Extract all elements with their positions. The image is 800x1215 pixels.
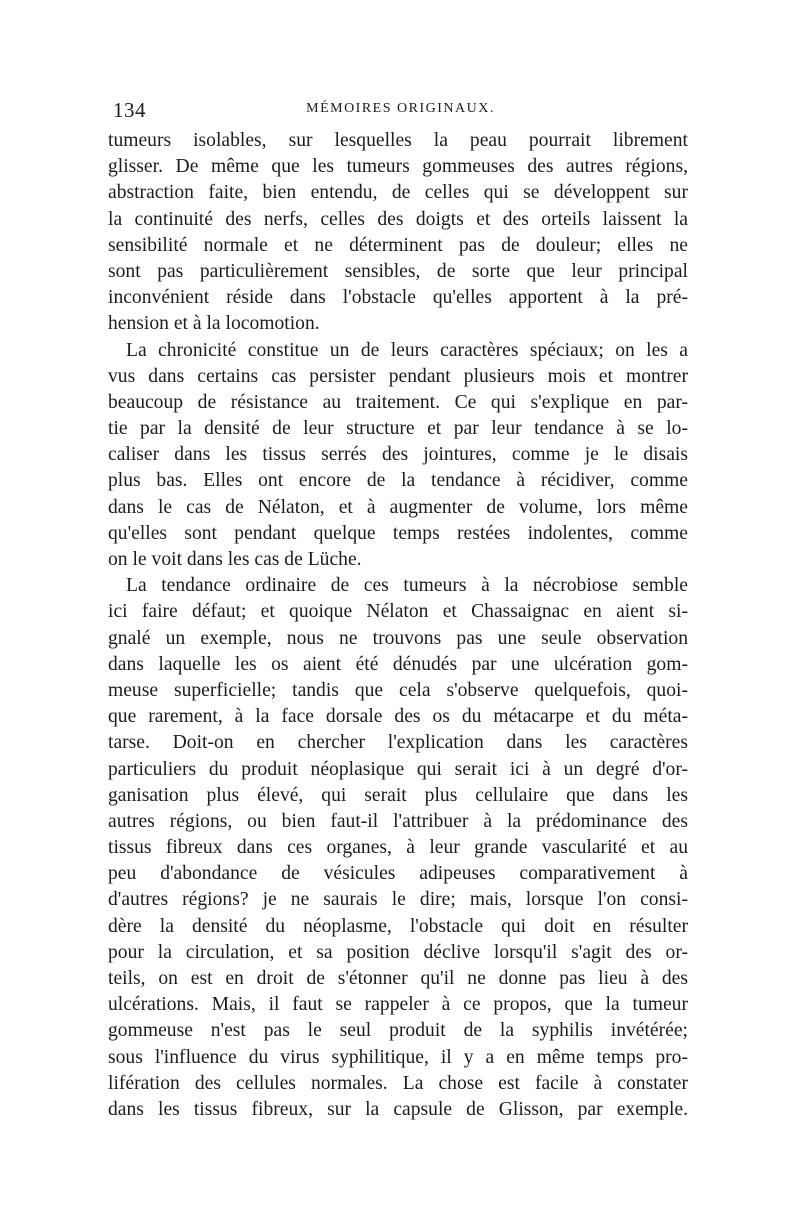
text-line: d'autres régions? je ne saurais le dire; mais, lorsque l'on consi- xyxy=(108,889,688,911)
text-line: beaucoup de résistance au traitement. Ce qui s'explique en par- xyxy=(108,391,688,413)
text-line: la continuité des nerfs, celles des doigts et des orteils laissent la xyxy=(108,208,688,230)
page-number: 134 xyxy=(113,98,146,122)
text-line: tarse. Doit-on en chercher l'explication dans les caractères xyxy=(108,732,688,754)
text-line: lifération des cellules normales. La chose est facile à constater xyxy=(108,1072,688,1094)
text-line: ganisation plus élevé, qui serait plus cellulaire que dans les xyxy=(108,784,688,806)
text-line: qu'elles sont pendant quelque temps restées indolentes, comme xyxy=(108,522,688,544)
page-header xyxy=(113,98,688,122)
text-line: plus bas. Elles ont encore de la tendance à récidiver, comme xyxy=(108,470,688,492)
text-line: hension et à la locomotion. xyxy=(108,313,320,335)
text-line: gnalé un exemple, nous ne trouvons pas une seule observation xyxy=(108,627,688,649)
text-line: tumeurs isolables, sur lesquelles la peau pourrait librement xyxy=(108,130,688,151)
text-line: peu d'abondance de vésicules adipeuses comparativement à xyxy=(108,863,688,885)
text-line: ulcérations. Mais, il faut se rappeler à ce propos, que la tumeur xyxy=(108,994,688,1016)
text-line: caliser dans les tissus serrés des jointures, comme je le disais xyxy=(108,444,688,466)
running-title: MÉMOIRES ORIGINAUX. xyxy=(306,101,495,116)
text-line: vus dans certains cas persister pendant plusieurs mois et montrer xyxy=(108,365,688,387)
text-line: autres régions, ou bien faut-il l'attribuer à la prédominance des xyxy=(108,810,688,832)
paragraph-start: La chronicité constitue un de leurs caractères spéciaux; on les a xyxy=(126,339,688,361)
text-line: dans laquelle les os aient été dénudés par une ulcération gom- xyxy=(108,653,688,675)
text-line: inconvénient réside dans l'obstacle qu'elles apportent à la pré- xyxy=(108,287,688,309)
text-line: dère la densité du néoplasme, l'obstacle qui doit en résulter xyxy=(108,915,688,937)
text-line: on le voit dans les cas de Lüche. xyxy=(108,549,362,570)
text-line: dans les tissus fibreux, sur la capsule de Glisson, par exemple. xyxy=(108,1098,688,1120)
text-line: teils, on est en droit de s'étonner qu'il ne donne pas lieu à des xyxy=(108,968,688,989)
text-line: particuliers du produit néoplasique qui serait ici à un degré d'or- xyxy=(108,758,688,780)
text-line: ici faire défaut; et quoique Nélaton et Chassaignac en aient si- xyxy=(108,601,688,623)
text-line: tissus fibreux dans ces organes, à leur grande vascularité et au xyxy=(108,837,688,859)
text-line: abstraction faite, bien entendu, de celles qui se développent sur xyxy=(108,182,688,204)
text-line: pour la circulation, et sa position déclive lorsqu'il s'agit des or- xyxy=(108,941,688,963)
text-line: sous l'influence du virus syphilitique, il y a en même temps pro- xyxy=(108,1046,688,1068)
body-text xyxy=(108,128,688,1123)
text-line: meuse superficielle; tandis que cela s'observe quelquefois, quoi- xyxy=(108,679,688,701)
paragraph-start: La tendance ordinaire de ces tumeurs à la nécrobiose semble xyxy=(126,575,688,597)
text-line: glisser. De même que les tumeurs gommeuses des autres régions, xyxy=(108,156,688,178)
text-line: sensibilité normale et ne déterminent pas de douleur; elles ne xyxy=(108,234,688,256)
text-line: que rarement, à la face dorsale des os du métacarpe et du méta- xyxy=(108,706,688,728)
text-line: gommeuse n'est pas le seul produit de la syphilis invétérée; xyxy=(108,1020,688,1042)
text-line: sont pas particulièrement sensibles, de sorte que leur principal xyxy=(108,260,688,282)
text-line: dans le cas de Nélaton, et à augmenter de volume, lors même xyxy=(108,496,688,518)
text-line: tie par la densité de leur structure et par leur tendance à se lo- xyxy=(108,418,688,440)
